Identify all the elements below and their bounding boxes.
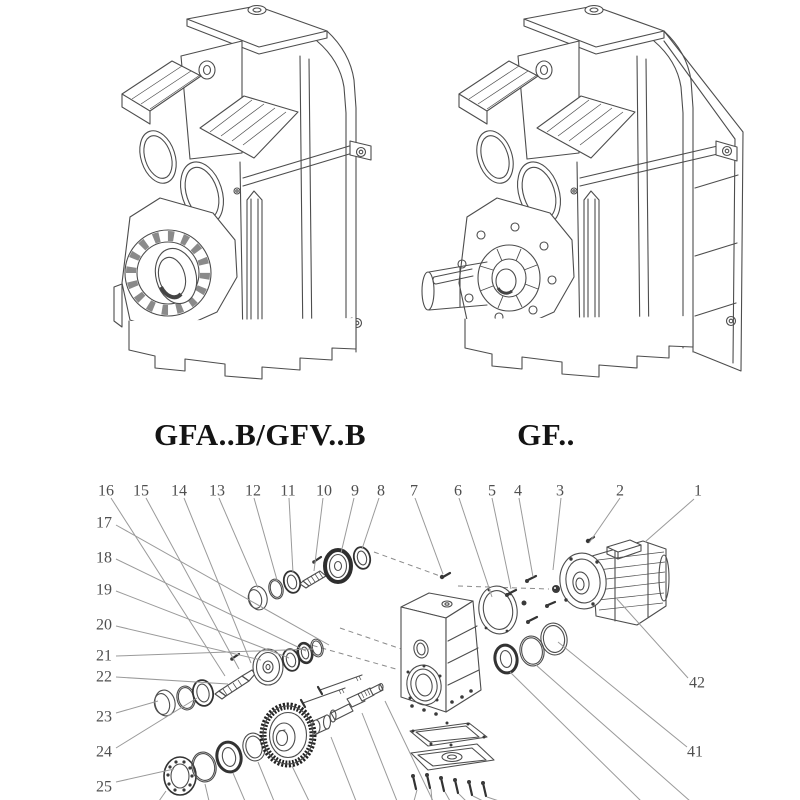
bottom-cover: [411, 744, 494, 770]
callout-number-18: 18: [96, 549, 112, 567]
leader-line-6: [459, 498, 492, 597]
leader-line-5: [492, 498, 511, 589]
leader-line-13: [219, 498, 258, 588]
leader-line-14: [184, 498, 251, 663]
leader-line-4: [519, 498, 533, 577]
figure-gfa-gfv-drawing: [114, 6, 371, 380]
callout-number-17: 17: [96, 514, 112, 532]
callout-number-14: 14: [171, 482, 187, 500]
leader-line-18: [116, 559, 306, 651]
intermediate-gear-train: [215, 638, 325, 699]
leader-line-16: [111, 498, 225, 676]
callout-number-19: 19: [96, 581, 112, 599]
callout-number-11: 11: [280, 482, 296, 500]
callout-number-8: 8: [377, 482, 385, 500]
callout-number-9: 9: [351, 482, 359, 500]
callout-number-12: 12: [245, 482, 261, 500]
leader-line-3: [553, 498, 561, 570]
leader-line-7: [415, 498, 443, 574]
callout-number-41: 41: [687, 743, 703, 761]
gear-housing: [401, 593, 481, 716]
callout-number-6: 6: [454, 482, 462, 500]
callout-number-2: 2: [616, 482, 624, 500]
callout-number-10: 10: [316, 482, 332, 500]
callout-number-23: 23: [96, 708, 112, 726]
motor: [556, 537, 669, 625]
leader-line-12: [254, 498, 277, 580]
callout-number-3: 3: [556, 482, 564, 500]
leader-line-10: [314, 498, 323, 571]
callout-number-21: 21: [96, 647, 112, 665]
callout-number-5: 5: [488, 482, 496, 500]
input-gear-train: [246, 545, 372, 611]
leader-line-1: [645, 499, 694, 542]
callout-number-7: 7: [410, 482, 418, 500]
callout-number-4: 4: [514, 482, 522, 500]
callout-number-24: 24: [96, 743, 112, 761]
cover-screws: [411, 773, 486, 796]
leader-line-22: [116, 677, 228, 684]
figure-gf-drawing: [422, 6, 743, 378]
leader-line-11: [289, 498, 293, 573]
callout-number-1: 1: [694, 482, 702, 500]
left-figure-label: GFA..B/GFV..B: [153, 417, 367, 452]
leader-line-2: [589, 498, 620, 543]
exploded-parts-diagram: [152, 537, 690, 800]
callout-number-42: 42: [689, 674, 705, 692]
gasket: [410, 722, 487, 747]
right-figure-label: GF..: [517, 417, 575, 452]
callout-number-20: 20: [96, 616, 112, 634]
output-gear-train: [152, 678, 313, 795]
leader-line-23: [116, 701, 158, 713]
leader-line-8: [362, 498, 379, 549]
leader-line-41: [558, 642, 687, 747]
callout-number-13: 13: [209, 482, 225, 500]
callout-number-16: 16: [98, 482, 114, 500]
callout-number-25: 25: [96, 778, 112, 796]
callout-number-15: 15: [133, 482, 149, 500]
leader-line-15: [146, 498, 239, 669]
callout-number-22: 22: [96, 668, 112, 686]
leader-line-9: [341, 498, 354, 553]
